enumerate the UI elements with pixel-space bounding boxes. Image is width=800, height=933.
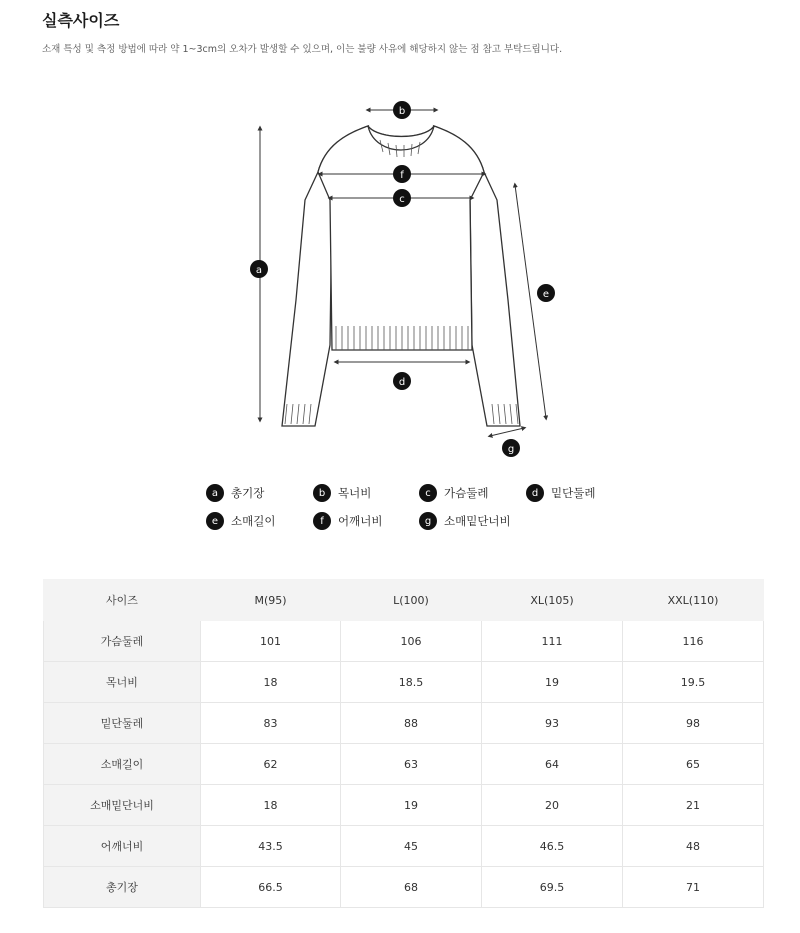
table-cell: 116: [623, 621, 764, 662]
size-table: [43, 579, 764, 908]
legend-dot: c: [419, 484, 437, 502]
legend-dot: g: [419, 512, 437, 530]
legend-item-g: [419, 512, 511, 530]
legend-label: 가슴둘레: [444, 486, 489, 500]
marker-g: [502, 439, 520, 457]
legend-item-b: [313, 484, 371, 502]
table-row: [44, 785, 764, 826]
legend-label: 소매길이: [231, 514, 276, 528]
marker-d: [393, 372, 411, 390]
legend-label: 총기장: [231, 486, 265, 500]
table-cell: 83: [201, 703, 341, 744]
table-row: [44, 826, 764, 867]
table-row: [44, 621, 764, 662]
legend-dot: e: [206, 512, 224, 530]
legend-item-f: [313, 512, 382, 530]
row-label: 가슴둘레: [44, 621, 201, 662]
table-row: [44, 703, 764, 744]
row-label: 총기장: [44, 867, 201, 908]
table-cell: 19: [341, 785, 482, 826]
table-cell: 71: [623, 867, 764, 908]
table-cell: 18.5: [341, 662, 482, 703]
table-cell: 64: [482, 744, 623, 785]
legend-item-a: [206, 484, 264, 502]
legend-label: 목너비: [338, 486, 372, 500]
table-cell: 18: [201, 785, 341, 826]
table-cell: 68: [341, 867, 482, 908]
row-label: 소매밑단너비: [44, 785, 201, 826]
table-cell: 66.5: [201, 867, 341, 908]
table-cell: 101: [201, 621, 341, 662]
row-label: 밑단둘레: [44, 703, 201, 744]
legend-item-c: [419, 484, 488, 502]
table-cell: 98: [623, 703, 764, 744]
row-label: 소매길이: [44, 744, 201, 785]
legend-label: 어깨너비: [338, 514, 383, 528]
table-cell: 106: [341, 621, 482, 662]
row-label: 목너비: [44, 662, 201, 703]
legend-label: 밑단둘레: [551, 486, 596, 500]
header-cell: L(100): [341, 580, 482, 621]
header-cell: M(95): [201, 580, 341, 621]
page-title: 실측사이즈: [42, 11, 120, 30]
legend-item-e: [206, 512, 275, 530]
table-cell: 19: [482, 662, 623, 703]
marker-a: [250, 260, 268, 278]
table-cell: 63: [341, 744, 482, 785]
table-cell: 62: [201, 744, 341, 785]
table-cell: 46.5: [482, 826, 623, 867]
table-row: [44, 744, 764, 785]
table-cell: 21: [623, 785, 764, 826]
measurement-note: 소재 특성 및 측정 방법에 따라 약 1~3cm의 오차가 발생할 수 있으며, 이는 불량 사유에 해당하지 않는 점 참고 부탁드립니다.: [42, 44, 563, 55]
svg-text:a: a: [255, 265, 263, 276]
table-cell: 88: [341, 703, 482, 744]
svg-text:b: b: [398, 106, 406, 117]
table-cell: 19.5: [623, 662, 764, 703]
table-cell: 48: [623, 826, 764, 867]
table-header-row: [44, 580, 764, 621]
marker-e: [537, 284, 555, 302]
table-cell: 65: [623, 744, 764, 785]
legend-dot: a: [206, 484, 224, 502]
legend-dot: b: [313, 484, 331, 502]
row-label: 어깨너비: [44, 826, 201, 867]
header-cell: 사이즈: [44, 580, 201, 621]
legend-label: 소매밑단너비: [444, 514, 511, 528]
svg-text:g: g: [507, 444, 515, 455]
svg-text:d: d: [398, 377, 406, 388]
table-row: [44, 662, 764, 703]
legend-item-d: [526, 484, 595, 502]
header-cell: XL(105): [482, 580, 623, 621]
table-cell: 43.5: [201, 826, 341, 867]
svg-text:e: e: [542, 289, 550, 300]
svg-text:f: f: [400, 170, 404, 181]
table-cell: 93: [482, 703, 623, 744]
header-cell: XXL(110): [623, 580, 764, 621]
legend-dot: f: [313, 512, 331, 530]
table-row: [44, 867, 764, 908]
marker-c: [393, 189, 411, 207]
table-cell: 45: [341, 826, 482, 867]
legend-dot: d: [526, 484, 544, 502]
marker-b: [393, 101, 411, 119]
table-cell: 20: [482, 785, 623, 826]
marker-f: [393, 165, 411, 183]
table-cell: 69.5: [482, 867, 623, 908]
svg-text:c: c: [399, 194, 405, 205]
table-cell: 111: [482, 621, 623, 662]
table-cell: 18: [201, 662, 341, 703]
